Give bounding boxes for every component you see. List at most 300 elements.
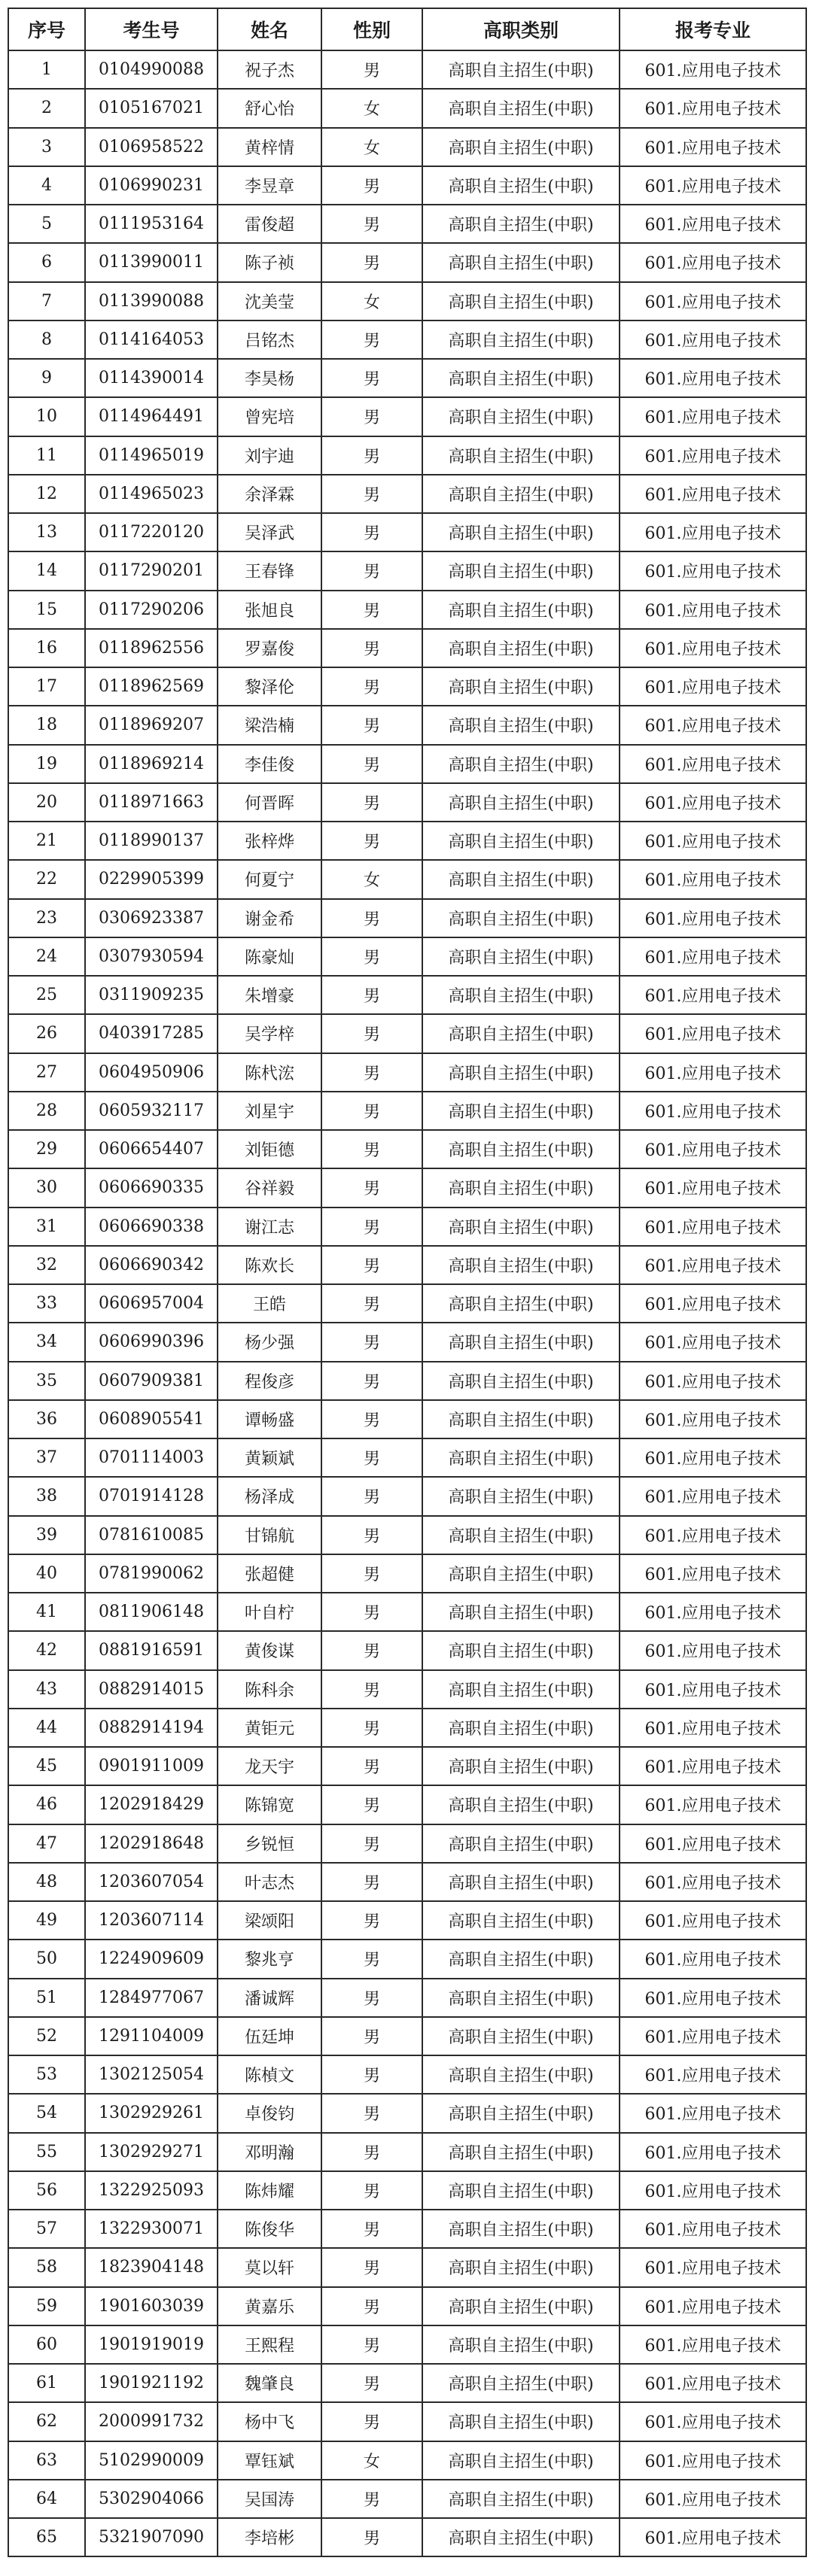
- cell-applied-major: 601.应用电子技术: [620, 475, 806, 513]
- cell-applied-major: 601.应用电子技术: [620, 128, 806, 166]
- cell-applied-major: 601.应用电子技术: [620, 436, 806, 475]
- cell-gender: 男: [321, 783, 422, 822]
- cell-admission-category: 高职自主招生(中职): [422, 2325, 620, 2364]
- cell-candidate-number: 0106958522: [85, 128, 218, 166]
- cell-candidate-number: 1302929271: [85, 2133, 218, 2171]
- cell-admission-category: 高职自主招生(中职): [422, 166, 620, 205]
- cell-applied-major: 601.应用电子技术: [620, 50, 806, 89]
- cell-admission-category: 高职自主招生(中职): [422, 1670, 620, 1709]
- cell-applied-major: 601.应用电子技术: [620, 937, 806, 976]
- cell-serial-number: 10: [8, 397, 85, 436]
- cell-gender: 男: [321, 1323, 422, 1361]
- cell-name: 黄嘉乐: [218, 2287, 321, 2325]
- cell-name: 张旭良: [218, 591, 321, 629]
- cell-admission-category: 高职自主招生(中职): [422, 629, 620, 667]
- table-row: [8, 1092, 806, 1130]
- table-row: [8, 1901, 806, 1940]
- table-row: [8, 1709, 806, 1747]
- cell-admission-category: 高职自主招生(中职): [422, 1747, 620, 1785]
- cell-name: 刘星宇: [218, 1092, 321, 1130]
- cell-name: 黄梓情: [218, 128, 321, 166]
- cell-gender: 男: [321, 2210, 422, 2248]
- cell-gender: 男: [321, 1362, 422, 1400]
- cell-gender: 男: [321, 1593, 422, 1631]
- table-row: [8, 667, 806, 706]
- cell-name: 陈锦宽: [218, 1785, 321, 1824]
- table-row: [8, 2133, 806, 2171]
- cell-name: 雷俊超: [218, 205, 321, 243]
- cell-candidate-number: 1302929261: [85, 2094, 218, 2132]
- cell-applied-major: 601.应用电子技术: [620, 783, 806, 822]
- cell-applied-major: 601.应用电子技术: [620, 1438, 806, 1477]
- cell-applied-major: 601.应用电子技术: [620, 2055, 806, 2094]
- cell-admission-category: 高职自主招生(中职): [422, 2094, 620, 2132]
- table-row: [8, 243, 806, 281]
- cell-serial-number: 34: [8, 1323, 85, 1361]
- cell-gender: 男: [321, 2480, 422, 2518]
- table-row: [8, 899, 806, 937]
- cell-admission-category: 高职自主招生(中职): [422, 1593, 620, 1631]
- cell-gender: 男: [321, 899, 422, 937]
- cell-candidate-number: 0111953164: [85, 205, 218, 243]
- cell-applied-major: 601.应用电子技术: [620, 2402, 806, 2441]
- cell-admission-category: 高职自主招生(中职): [422, 2055, 620, 2094]
- cell-gender: 男: [321, 166, 422, 205]
- table-row: [8, 2171, 806, 2210]
- cell-applied-major: 601.应用电子技术: [620, 1208, 806, 1246]
- cell-candidate-number: 0114964491: [85, 397, 218, 436]
- cell-serial-number: 6: [8, 243, 85, 281]
- cell-name: 潘诚辉: [218, 1979, 321, 2017]
- cell-admission-category: 高职自主招生(中职): [422, 1824, 620, 1863]
- table-row: [8, 783, 806, 822]
- cell-serial-number: 35: [8, 1362, 85, 1400]
- cell-gender: 男: [321, 2402, 422, 2441]
- cell-name: 何晋晖: [218, 783, 321, 822]
- table-row: [8, 1824, 806, 1863]
- cell-applied-major: 601.应用电子技术: [620, 1168, 806, 1207]
- cell-gender: 男: [321, 1516, 422, 1554]
- cell-candidate-number: 1202918648: [85, 1824, 218, 1863]
- cell-admission-category: 高职自主招生(中职): [422, 89, 620, 127]
- cell-candidate-number: 2000991732: [85, 2402, 218, 2441]
- cell-serial-number: 21: [8, 822, 85, 860]
- cell-serial-number: 33: [8, 1284, 85, 1323]
- cell-candidate-number: 0118990137: [85, 822, 218, 860]
- cell-applied-major: 601.应用电子技术: [620, 1979, 806, 2017]
- table-row: [8, 1400, 806, 1438]
- cell-admission-category: 高职自主招生(中职): [422, 822, 620, 860]
- cell-candidate-number: 5102990009: [85, 2441, 218, 2480]
- cell-admission-category: 高职自主招生(中职): [422, 2480, 620, 2518]
- cell-serial-number: 17: [8, 667, 85, 706]
- cell-serial-number: 24: [8, 937, 85, 976]
- cell-gender: 男: [321, 1246, 422, 1284]
- cell-candidate-number: 1322925093: [85, 2171, 218, 2210]
- cell-name: 伍廷坤: [218, 2017, 321, 2055]
- cell-applied-major: 601.应用电子技术: [620, 1053, 806, 1092]
- cell-serial-number: 15: [8, 591, 85, 629]
- cell-candidate-number: 0104990088: [85, 50, 218, 89]
- cell-gender: 男: [321, 2248, 422, 2286]
- cell-name: 黎兆亨: [218, 1940, 321, 1978]
- cell-gender: 男: [321, 1901, 422, 1940]
- table-row: [8, 1940, 806, 1978]
- cell-admission-category: 高职自主招生(中职): [422, 1477, 620, 1515]
- cell-serial-number: 55: [8, 2133, 85, 2171]
- cell-admission-category: 高职自主招生(中职): [422, 2210, 620, 2248]
- cell-applied-major: 601.应用电子技术: [620, 591, 806, 629]
- cell-candidate-number: 0606690338: [85, 1208, 218, 1246]
- cell-gender: 男: [321, 1208, 422, 1246]
- cell-applied-major: 601.应用电子技术: [620, 2325, 806, 2364]
- cell-name: 陈杙浤: [218, 1053, 321, 1092]
- cell-applied-major: 601.应用电子技术: [620, 1362, 806, 1400]
- cell-gender: 女: [321, 128, 422, 166]
- cell-admission-category: 高职自主招生(中职): [422, 475, 620, 513]
- cell-serial-number: 1: [8, 50, 85, 89]
- cell-gender: 男: [321, 2017, 422, 2055]
- cell-gender: 男: [321, 667, 422, 706]
- cell-name: 黄俊谋: [218, 1631, 321, 1669]
- cell-serial-number: 39: [8, 1516, 85, 1554]
- table-body: [8, 50, 806, 2556]
- cell-admission-category: 高职自主招生(中职): [422, 2248, 620, 2286]
- cell-candidate-number: 0114965023: [85, 475, 218, 513]
- cell-gender: 女: [321, 2441, 422, 2480]
- cell-name: 莫以轩: [218, 2248, 321, 2286]
- table-row: [8, 1516, 806, 1554]
- cell-serial-number: 63: [8, 2441, 85, 2480]
- cell-serial-number: 37: [8, 1438, 85, 1477]
- header-row: [8, 8, 806, 50]
- cell-name: 覃钰斌: [218, 2441, 321, 2480]
- cell-gender: 男: [321, 937, 422, 976]
- cell-name: 陈子祯: [218, 243, 321, 281]
- cell-name: 陈俊华: [218, 2210, 321, 2248]
- cell-serial-number: 50: [8, 1940, 85, 1978]
- cell-applied-major: 601.应用电子技术: [620, 1092, 806, 1130]
- cell-name: 张超健: [218, 1554, 321, 1593]
- cell-serial-number: 51: [8, 1979, 85, 2017]
- cell-applied-major: 601.应用电子技术: [620, 745, 806, 783]
- cell-gender: 男: [321, 745, 422, 783]
- cell-admission-category: 高职自主招生(中职): [422, 899, 620, 937]
- cell-candidate-number: 0701914128: [85, 1477, 218, 1515]
- cell-serial-number: 43: [8, 1670, 85, 1709]
- table-row: [8, 128, 806, 166]
- cell-gender: 男: [321, 706, 422, 744]
- cell-gender: 男: [321, 2133, 422, 2171]
- cell-gender: 男: [321, 1709, 422, 1747]
- cell-applied-major: 601.应用电子技术: [620, 1554, 806, 1593]
- cell-candidate-number: 0114390014: [85, 359, 218, 397]
- cell-serial-number: 29: [8, 1130, 85, 1168]
- cell-serial-number: 23: [8, 899, 85, 937]
- cell-admission-category: 高职自主招生(中职): [422, 1901, 620, 1940]
- cell-gender: 男: [321, 2094, 422, 2132]
- cell-gender: 男: [321, 1438, 422, 1477]
- cell-candidate-number: 1901921192: [85, 2364, 218, 2402]
- cell-serial-number: 4: [8, 166, 85, 205]
- cell-applied-major: 601.应用电子技术: [620, 397, 806, 436]
- cell-candidate-number: 0106990231: [85, 166, 218, 205]
- cell-applied-major: 601.应用电子技术: [620, 1863, 806, 1901]
- cell-applied-major: 601.应用电子技术: [620, 1824, 806, 1863]
- cell-serial-number: 11: [8, 436, 85, 475]
- cell-name: 祝子杰: [218, 50, 321, 89]
- cell-serial-number: 41: [8, 1593, 85, 1631]
- cell-applied-major: 601.应用电子技术: [620, 320, 806, 359]
- table-row: [8, 706, 806, 744]
- cell-candidate-number: 1291104009: [85, 2017, 218, 2055]
- cell-gender: 男: [321, 2171, 422, 2210]
- cell-applied-major: 601.应用电子技术: [620, 1747, 806, 1785]
- cell-name: 谭畅盛: [218, 1400, 321, 1438]
- cell-gender: 男: [321, 976, 422, 1014]
- cell-name: 叶志杰: [218, 1863, 321, 1901]
- cell-serial-number: 64: [8, 2480, 85, 2518]
- cell-name: 乡锐恒: [218, 1824, 321, 1863]
- table-row: [8, 89, 806, 127]
- cell-applied-major: 601.应用电子技术: [620, 860, 806, 898]
- cell-candidate-number: 0403917285: [85, 1014, 218, 1053]
- cell-name: 陈炜耀: [218, 2171, 321, 2210]
- cell-serial-number: 61: [8, 2364, 85, 2402]
- cell-applied-major: 601.应用电子技术: [620, 1785, 806, 1824]
- cell-admission-category: 高职自主招生(中职): [422, 1709, 620, 1747]
- cell-gender: 男: [321, 1940, 422, 1978]
- cell-admission-category: 高职自主招生(中职): [422, 1785, 620, 1824]
- cell-candidate-number: 0117290206: [85, 591, 218, 629]
- cell-name: 王熙程: [218, 2325, 321, 2364]
- cell-applied-major: 601.应用电子技术: [620, 243, 806, 281]
- cell-serial-number: 54: [8, 2094, 85, 2132]
- cell-candidate-number: 5321907090: [85, 2518, 218, 2556]
- cell-name: 魏肇良: [218, 2364, 321, 2402]
- cell-admission-category: 高职自主招生(中职): [422, 359, 620, 397]
- table-row: [8, 1631, 806, 1669]
- table-row: [8, 2402, 806, 2441]
- cell-admission-category: 高职自主招生(中职): [422, 436, 620, 475]
- cell-applied-major: 601.应用电子技术: [620, 1323, 806, 1361]
- table-row: [8, 976, 806, 1014]
- cell-applied-major: 601.应用电子技术: [620, 2133, 806, 2171]
- table-row: [8, 1863, 806, 1901]
- cell-candidate-number: 0113990011: [85, 243, 218, 281]
- table-row: [8, 1438, 806, 1477]
- cell-applied-major: 601.应用电子技术: [620, 1400, 806, 1438]
- cell-admission-category: 高职自主招生(中职): [422, 2287, 620, 2325]
- cell-serial-number: 40: [8, 1554, 85, 1593]
- cell-serial-number: 13: [8, 513, 85, 551]
- cell-serial-number: 47: [8, 1824, 85, 1863]
- cell-candidate-number: 0605932117: [85, 1092, 218, 1130]
- cell-serial-number: 25: [8, 976, 85, 1014]
- cell-serial-number: 2: [8, 89, 85, 127]
- cell-name: 卓俊钧: [218, 2094, 321, 2132]
- cell-gender: 男: [321, 629, 422, 667]
- cell-candidate-number: 1901919019: [85, 2325, 218, 2364]
- cell-applied-major: 601.应用电子技术: [620, 667, 806, 706]
- table-row: [8, 937, 806, 976]
- cell-gender: 女: [321, 860, 422, 898]
- cell-name: 张梓烨: [218, 822, 321, 860]
- cell-name: 吴学梓: [218, 1014, 321, 1053]
- cell-candidate-number: 1823904148: [85, 2248, 218, 2286]
- cell-serial-number: 20: [8, 783, 85, 822]
- cell-gender: 男: [321, 436, 422, 475]
- table-row: [8, 1477, 806, 1515]
- cell-applied-major: 601.应用电子技术: [620, 1284, 806, 1323]
- cell-candidate-number: 0114965019: [85, 436, 218, 475]
- cell-gender: 男: [321, 1284, 422, 1323]
- cell-name: 陈楨文: [218, 2055, 321, 2094]
- cell-serial-number: 7: [8, 282, 85, 320]
- cell-candidate-number: 0306923387: [85, 899, 218, 937]
- cell-candidate-number: 0117220120: [85, 513, 218, 551]
- cell-candidate-number: 0105167021: [85, 89, 218, 127]
- cell-candidate-number: 1203607054: [85, 1863, 218, 1901]
- cell-serial-number: 53: [8, 2055, 85, 2094]
- cell-serial-number: 59: [8, 2287, 85, 2325]
- cell-candidate-number: 0881916591: [85, 1631, 218, 1669]
- table-row: [8, 1362, 806, 1400]
- table-row: [8, 1168, 806, 1207]
- cell-applied-major: 601.应用电子技术: [620, 1516, 806, 1554]
- table-row: [8, 2287, 806, 2325]
- cell-applied-major: 601.应用电子技术: [620, 1670, 806, 1709]
- cell-name: 李培彬: [218, 2518, 321, 2556]
- cell-admission-category: 高职自主招生(中职): [422, 2402, 620, 2441]
- cell-gender: 男: [321, 822, 422, 860]
- cell-gender: 男: [321, 1670, 422, 1709]
- cell-admission-category: 高职自主招生(中职): [422, 745, 620, 783]
- cell-serial-number: 48: [8, 1863, 85, 1901]
- cell-name: 吕铭杰: [218, 320, 321, 359]
- cell-candidate-number: 0229905399: [85, 860, 218, 898]
- header-name: 姓名: [218, 8, 321, 50]
- table-row: [8, 359, 806, 397]
- cell-admission-category: 高职自主招生(中职): [422, 1438, 620, 1477]
- cell-applied-major: 601.应用电子技术: [620, 822, 806, 860]
- table-row: [8, 282, 806, 320]
- cell-gender: 男: [321, 320, 422, 359]
- cell-candidate-number: 0311909235: [85, 976, 218, 1014]
- cell-gender: 男: [321, 1554, 422, 1593]
- cell-admission-category: 高职自主招生(中职): [422, 2364, 620, 2402]
- cell-admission-category: 高职自主招生(中职): [422, 1053, 620, 1092]
- cell-name: 杨泽成: [218, 1477, 321, 1515]
- header-gender: 性别: [321, 8, 422, 50]
- cell-name: 谢金希: [218, 899, 321, 937]
- cell-gender: 男: [321, 1130, 422, 1168]
- cell-admission-category: 高职自主招生(中职): [422, 1516, 620, 1554]
- cell-applied-major: 601.应用电子技术: [620, 2171, 806, 2210]
- cell-serial-number: 27: [8, 1053, 85, 1092]
- cell-gender: 男: [321, 205, 422, 243]
- table-row: [8, 1979, 806, 2017]
- cell-serial-number: 19: [8, 745, 85, 783]
- cell-applied-major: 601.应用电子技术: [620, 899, 806, 937]
- cell-name: 舒心怡: [218, 89, 321, 127]
- cell-admission-category: 高职自主招生(中职): [422, 1631, 620, 1669]
- cell-name: 黄颖斌: [218, 1438, 321, 1477]
- cell-candidate-number: 1302125054: [85, 2055, 218, 2094]
- cell-admission-category: 高职自主招生(中职): [422, 976, 620, 1014]
- cell-admission-category: 高职自主招生(中职): [422, 1554, 620, 1593]
- cell-gender: 男: [321, 551, 422, 590]
- cell-gender: 女: [321, 89, 422, 127]
- table-header: [8, 8, 806, 50]
- cell-admission-category: 高职自主招生(中职): [422, 1208, 620, 1246]
- table-row: [8, 50, 806, 89]
- cell-admission-category: 高职自主招生(中职): [422, 1362, 620, 1400]
- cell-serial-number: 57: [8, 2210, 85, 2248]
- table-row: [8, 822, 806, 860]
- cell-candidate-number: 1284977067: [85, 1979, 218, 2017]
- cell-applied-major: 601.应用电子技术: [620, 2248, 806, 2286]
- cell-serial-number: 42: [8, 1631, 85, 1669]
- cell-applied-major: 601.应用电子技术: [620, 1477, 806, 1515]
- cell-name: 谷祥毅: [218, 1168, 321, 1207]
- cell-applied-major: 601.应用电子技术: [620, 2480, 806, 2518]
- cell-candidate-number: 0608905541: [85, 1400, 218, 1438]
- table-row: [8, 2325, 806, 2364]
- cell-candidate-number: 0113990088: [85, 282, 218, 320]
- cell-candidate-number: 1224909609: [85, 1940, 218, 1978]
- cell-name: 曾宪培: [218, 397, 321, 436]
- cell-candidate-number: 0604950906: [85, 1053, 218, 1092]
- cell-applied-major: 601.应用电子技术: [620, 513, 806, 551]
- table-row: [8, 1014, 806, 1053]
- cell-candidate-number: 0118962569: [85, 667, 218, 706]
- cell-name: 龙天宇: [218, 1747, 321, 1785]
- cell-candidate-number: 0606957004: [85, 1284, 218, 1323]
- cell-applied-major: 601.应用电子技术: [620, 1709, 806, 1747]
- cell-gender: 男: [321, 50, 422, 89]
- table-row: [8, 1593, 806, 1631]
- cell-gender: 男: [321, 1168, 422, 1207]
- cell-name: 黎泽伦: [218, 667, 321, 706]
- cell-admission-category: 高职自主招生(中职): [422, 2017, 620, 2055]
- cell-gender: 男: [321, 591, 422, 629]
- cell-gender: 男: [321, 1824, 422, 1863]
- cell-serial-number: 52: [8, 2017, 85, 2055]
- cell-admission-category: 高职自主招生(中职): [422, 397, 620, 436]
- cell-admission-category: 高职自主招生(中职): [422, 2518, 620, 2556]
- cell-applied-major: 601.应用电子技术: [620, 976, 806, 1014]
- header-serial-number: 序号: [8, 8, 85, 50]
- cell-name: 陈欢长: [218, 1246, 321, 1284]
- cell-gender: 男: [321, 243, 422, 281]
- table-row: [8, 513, 806, 551]
- cell-candidate-number: 0901911009: [85, 1747, 218, 1785]
- header-candidate-number: 考生号: [85, 8, 218, 50]
- cell-candidate-number: 1203607114: [85, 1901, 218, 1940]
- header-applied-major: 报考专业: [620, 8, 806, 50]
- cell-name: 朱增豪: [218, 976, 321, 1014]
- cell-name: 罗嘉俊: [218, 629, 321, 667]
- table-row: [8, 2017, 806, 2055]
- table-row: [8, 1130, 806, 1168]
- cell-serial-number: 26: [8, 1014, 85, 1053]
- cell-admission-category: 高职自主招生(中职): [422, 2171, 620, 2210]
- cell-admission-category: 高职自主招生(中职): [422, 282, 620, 320]
- cell-applied-major: 601.应用电子技术: [620, 2518, 806, 2556]
- table-row: [8, 2480, 806, 2518]
- cell-serial-number: 8: [8, 320, 85, 359]
